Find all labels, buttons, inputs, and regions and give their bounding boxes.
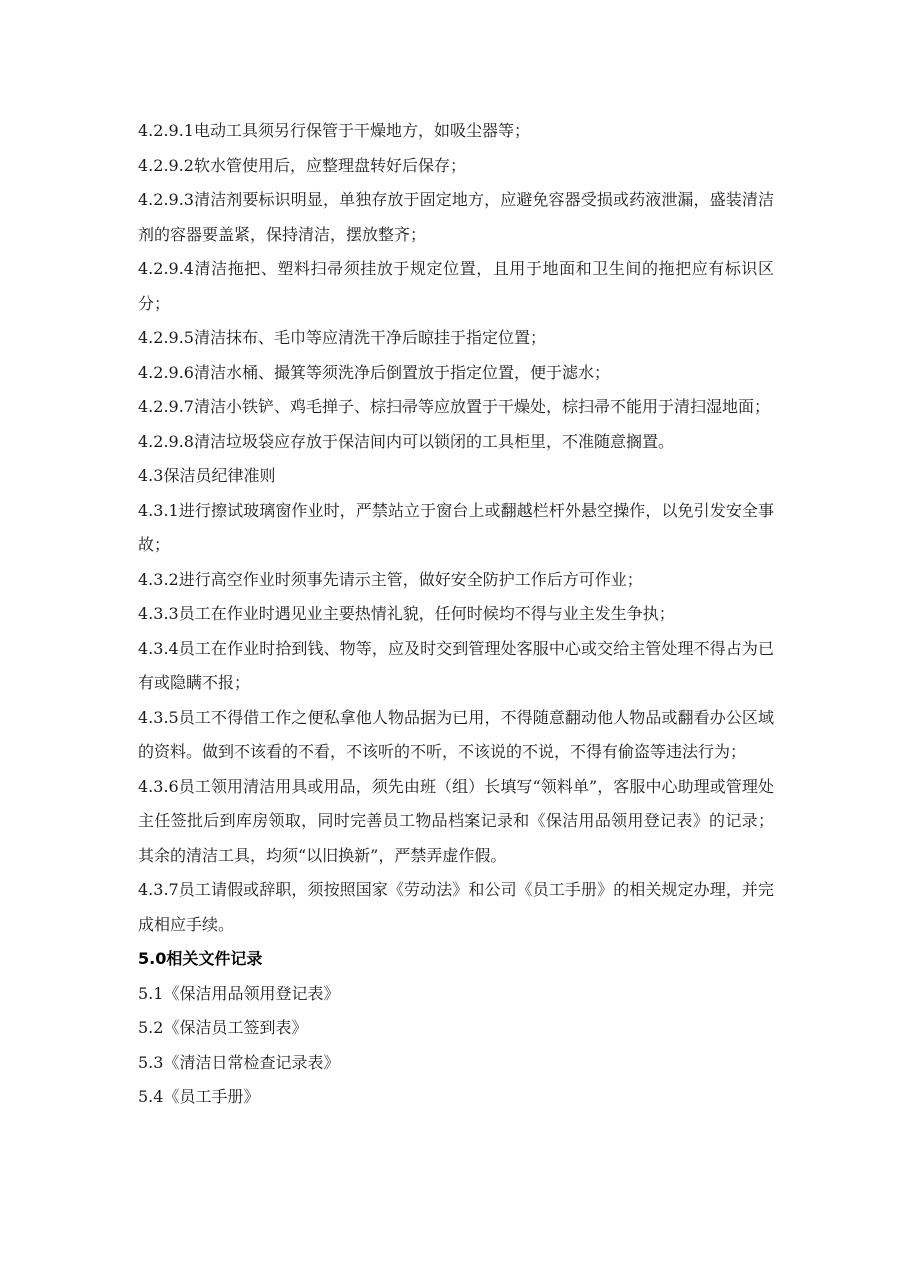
section-5-0-heading: 5.0相关文件记录 [138,949,263,968]
section-4-3-title: 4.3保洁员纪律准则 [138,466,276,485]
record-5-4: 5.4《员工手册》 [138,1087,260,1106]
record-5-2: 5.2《保洁员工签到表》 [138,1018,308,1037]
clause-4-3-5: 4.3.5员工不得借工作之便私拿他人物品据为已用，不得随意翻动他人物品或翻看办公区域的资料。做到不该看的不看，不该听的不听，不该说的不说，不得有偷盗等违法行为； [138,707,774,761]
clause-4-3-3: 4.3.3员工在作业时遇见业主要热情礼貌，任何时候均不得与业主发生争执； [138,604,675,623]
clause-4-2-9-6: 4.2.9.6清洁水桶、撮箕等须洗净后倒置放于指定位置，便于滤水； [138,362,610,382]
clause-4-3-6: 4.3.6员工领用清洁用具或用品，须先由班（组）长填写“领料单”，客服中心助理或管理处主任签批后到库房领取，同时完善员工物品档案记录和《保洁用品领用登记表》的记录；其余的清洁工具，均须“以旧换新”，严禁弄虚作假。 [138,776,774,865]
clause-4-3-7: 4.3.7员工请假或辞职，须按照国家《劳动法》和公司《员工手册》的相关规定办理，并完成相应手续。 [138,880,774,934]
clause-4-3-2: 4.3.2进行高空作业时须事先请示主管，做好安全防护工作后方可作业； [138,569,643,589]
clause-4-3-1: 4.3.1进行擦试玻璃窗作业时，严禁站立于窗台上或翻越栏杆外悬空操作，以免引发安全事故； [138,500,774,554]
clause-4-2-9-5: 4.2.9.5清洁抹布、毛巾等应清洗干净后晾挂于指定位置； [138,328,546,347]
clause-4-2-9-4: 4.2.9.4清洁拖把、塑料扫帚须挂放于规定位置，且用于地面和卫生间的拖把应有标识区分； [138,259,774,313]
clause-4-2-9-8: 4.2.9.8清洁垃圾袋应存放于保洁间内可以锁闭的工具柜里，不准随意搁置。 [138,431,674,451]
clause-4-2-9-1: 4.2.9.1电动工具须另行保管于干燥地方，如吸尘器等； [138,121,530,140]
document-body [138,114,774,1115]
clause-4-2-9-2: 4.2.9.2软水管使用后，应整理盘转好后保存； [138,155,466,175]
clause-4-3-4: 4.3.4员工在作业时拾到钱、物等，应及时交到管理处客服中心或交给主管处理不得占为已有或隐瞒不报； [138,638,774,692]
record-5-1: 5.1《保洁用品领用登记表》 [138,983,340,1003]
record-5-3: 5.3《清洁日常检查记录表》 [138,1052,340,1072]
clause-4-2-9-3: 4.2.9.3清洁剂要标识明显，单独存放于固定地方，应避免容器受损或药液泄漏，盛装清洁剂的容器要盖紧，保持清洁，摆放整齐； [138,190,774,244]
clause-4-2-9-7: 4.2.9.7清洁小铁铲、鸡毛掸子、棕扫帚等应放置于干燥处，棕扫帚不能用于清扫湿地面； [138,397,770,416]
